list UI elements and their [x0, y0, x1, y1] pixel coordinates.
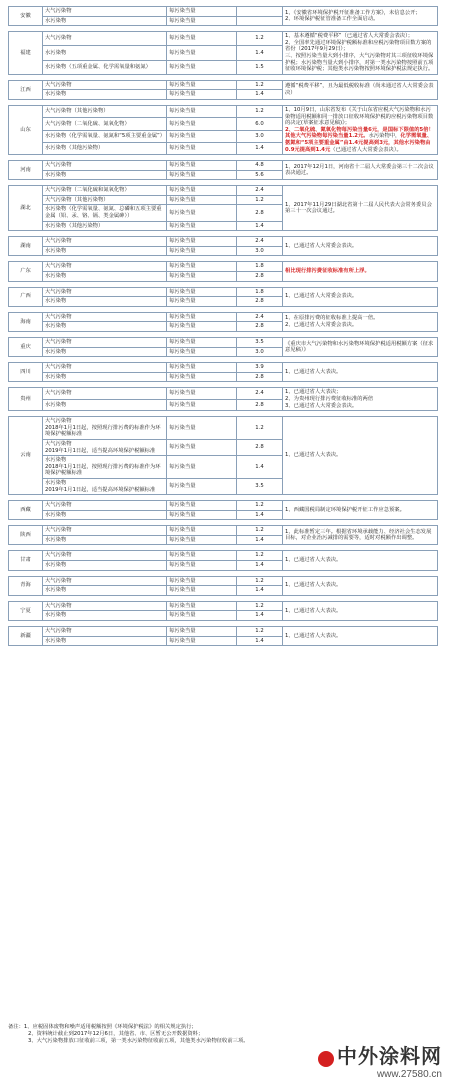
province-table	[8, 601, 438, 621]
unit-cell: 每污染当量	[167, 338, 237, 348]
province-name: 广东	[9, 262, 43, 281]
note-highlight: 相比现行排污费征收标准有所上浮。	[285, 268, 370, 275]
province-name: 江西	[9, 80, 43, 99]
tax-value: 2.8	[237, 205, 283, 221]
tax-value: 1.4	[237, 510, 283, 520]
policy-note: 1、已通过省人大表决。	[283, 601, 438, 620]
pollutant-type: 大气污染物（二氧化硫、氮氧化物）	[43, 118, 167, 130]
pollutant-type: 水污染物（化学需氧量、氨氮、总磷和五项主要重金属（铅、汞、铬、镉、类金属砷））	[43, 205, 167, 221]
tax-value: 1.2	[237, 627, 283, 637]
footer-line: 3、大气污染物排放口征收前三项，第一类水污染物征收前五项，其他类水污染物征收前三项。	[28, 1038, 249, 1044]
tax-value: 1.4	[237, 221, 283, 231]
pollutant-type: 水污染物	[43, 510, 167, 520]
pollutant-type: 大气污染物（二氧化硫和氮氧化物）	[43, 186, 167, 196]
table-row	[9, 388, 438, 399]
province-name: 新疆	[9, 627, 43, 646]
pollutant-type: 大气污染物	[43, 312, 167, 322]
pollutant-type: 大气污染物	[43, 551, 167, 561]
policy-note: 1、2017年11月29日湖北省第十二届人民代表大会常务委员会第三十一次会议通过。	[283, 186, 438, 231]
pollutant-type: 大气污染物	[43, 627, 167, 637]
tax-value: 2.4	[237, 237, 283, 247]
tax-value: 1.4	[237, 586, 283, 596]
unit-cell: 每污染当量	[167, 195, 237, 205]
unit-cell: 每污染当量	[167, 561, 237, 571]
pollutant-type: 水污染物	[43, 272, 167, 282]
unit-cell: 每污染当量	[167, 388, 237, 399]
unit-cell: 每污染当量	[167, 80, 237, 90]
unit-cell: 每污染当量	[167, 439, 237, 455]
note-text: 水污染物中，	[368, 133, 401, 140]
tax-value: 1.4	[237, 142, 283, 154]
province-name: 重庆	[9, 338, 43, 357]
unit-cell: 每污染当量	[167, 32, 237, 46]
policy-note: 1、已通过省人大表决； 2、为贵州现行排污费征收标准的两倍 3、已通过省人大常委会表决。	[283, 388, 438, 411]
tax-value	[237, 7, 283, 17]
pollutant-type: 水污染物	[43, 16, 167, 26]
table-row	[9, 576, 438, 586]
pollutant-type: 水污染物	[43, 535, 167, 545]
pollutant-type: 水污染物	[43, 90, 167, 100]
province-name: 四川	[9, 363, 43, 382]
province-name: 河南	[9, 161, 43, 180]
table-row	[9, 312, 438, 322]
unit-cell: 每污染当量	[167, 551, 237, 561]
province-table	[8, 337, 438, 357]
logo-mark-icon	[318, 1051, 334, 1067]
policy-note: 1、2017年12月1日，河南省十二届人大常委会第三十二次会议表决通过。	[283, 161, 438, 180]
policy-note: 《重庆市大气污染物和水污染物环境保护税适用税额方案（征求意见稿）》	[283, 338, 438, 357]
tax-value: 1.2	[237, 105, 283, 117]
province-name: 海南	[9, 312, 43, 331]
tax-value: 1.4	[237, 535, 283, 545]
tax-value: 1.2	[237, 80, 283, 90]
table-row	[9, 551, 438, 561]
unit-cell: 每污染当量	[167, 142, 237, 154]
tax-value: 3.5	[237, 338, 283, 348]
table-row	[9, 501, 438, 511]
tax-value: 1.2	[237, 526, 283, 536]
table-row	[9, 417, 438, 440]
tax-value: 1.2	[237, 551, 283, 561]
pollutant-type: 大气污染物	[43, 601, 167, 611]
note-text: （已通过省人大常委会表决）。	[330, 146, 402, 153]
pollutant-type: 大气污染物	[43, 388, 167, 399]
pollutant-type: 大气污染物	[43, 287, 167, 297]
unit-cell: 每污染当量	[167, 601, 237, 611]
unit-cell: 每污染当量	[167, 46, 237, 60]
tax-rate-document	[0, 6, 450, 651]
unit-cell: 每污染当量	[167, 363, 237, 373]
policy-note: 1、已通过省人大表决。	[283, 417, 438, 495]
pollutant-type: 大气污染物（其他污染物）	[43, 105, 167, 117]
tax-value: 3.9	[237, 363, 283, 373]
policy-note: 1、已通过省人大表决。	[283, 627, 438, 646]
tax-value: 1.2	[237, 576, 283, 586]
pollutant-type: 水污染物（其他污染物）	[43, 142, 167, 154]
footer-notes	[8, 1024, 278, 1045]
province-name: 安徽	[9, 7, 43, 26]
pollutant-type: 水污染物（五项重金属、化学需氧量和氨氮）	[43, 60, 167, 74]
province-table	[8, 236, 438, 256]
unit-cell: 每污染当量	[167, 262, 237, 272]
province-table	[8, 550, 438, 570]
tax-value: 3.5	[237, 478, 283, 494]
pollutant-type: 水污染物	[43, 372, 167, 382]
unit-cell: 每污染当量	[167, 627, 237, 637]
province-name: 甘肃	[9, 551, 43, 570]
policy-note: 遵循“税费平移”，且为最低税收标准（尚未通过省人大常委会表决）	[283, 80, 438, 99]
pollutant-type: 大气污染物	[43, 32, 167, 46]
tax-value: 1.4	[237, 90, 283, 100]
unit-cell: 每污染当量	[167, 456, 237, 479]
province-table	[8, 80, 438, 100]
unit-cell: 每污染当量	[167, 130, 237, 142]
unit-cell: 每污染当量	[167, 205, 237, 221]
pollutant-type: 水污染物	[43, 611, 167, 621]
unit-cell: 每污染当量	[167, 312, 237, 322]
pollutant-type: 水污染物	[43, 246, 167, 256]
pollutant-type: 水污染物	[43, 322, 167, 332]
province-name: 湖南	[9, 237, 43, 256]
province-table	[8, 626, 438, 646]
province-table	[8, 160, 438, 180]
pollutant-type: 水污染物	[43, 46, 167, 60]
table-row	[9, 526, 438, 536]
unit-cell: 每污染当量	[167, 347, 237, 357]
note-text: 1、10月9日，山东省发布《关于山东省应税大气污染物和水污染物适用税额和同一排放口征收环境保护税的应税污染物项目数的决定(草案征求意见稿)》；	[285, 106, 434, 127]
unit-cell: 每污染当量	[167, 636, 237, 646]
unit-cell: 每污染当量	[167, 272, 237, 282]
tax-value: 2.8	[237, 439, 283, 455]
province-name: 青海	[9, 576, 43, 595]
tax-value: 2.4	[237, 186, 283, 196]
province-table	[8, 500, 438, 520]
table-row	[9, 237, 438, 247]
table-row	[9, 32, 438, 46]
tax-value: 3.0	[237, 130, 283, 142]
tax-value: 1.2	[237, 601, 283, 611]
unit-cell: 每污染当量	[167, 237, 237, 247]
unit-cell: 每污染当量	[167, 90, 237, 100]
unit-cell: 每污染当量	[167, 7, 237, 17]
logo-url: www.27580.cn	[376, 1069, 442, 1080]
note-highlight: 2、二氧化硫、氮氧化物每污染当量6元，是国标下限值的5倍！其他大气污染物每污染当量1.2元。	[285, 126, 434, 140]
pollutant-type: 大气污染物	[43, 237, 167, 247]
policy-note	[283, 105, 438, 154]
unit-cell: 每污染当量	[167, 576, 237, 586]
province-name: 宁夏	[9, 601, 43, 620]
footer-line: 备注：1、应税固体废物和噪声适用税额按照《环境保护税法》的相关规定执行；	[8, 1024, 197, 1030]
unit-cell: 每污染当量	[167, 372, 237, 382]
pollutant-type: 水污染物	[43, 586, 167, 596]
pollutant-type: 大气污染物	[43, 338, 167, 348]
unit-cell: 每污染当量	[167, 586, 237, 596]
pollutant-type: 水污染物	[43, 297, 167, 307]
unit-cell: 每污染当量	[167, 186, 237, 196]
table-row	[9, 161, 438, 171]
unit-cell: 每污染当量	[167, 105, 237, 117]
pollutant-type: 大气污染物	[43, 7, 167, 17]
unit-cell: 每污染当量	[167, 611, 237, 621]
tax-value	[237, 16, 283, 26]
province-table	[8, 525, 438, 545]
tax-value: 6.0	[237, 118, 283, 130]
pollutant-type: 大气污染物 2018年1月1日起，按照现行排污费的标准作为环境保护税额标准	[43, 417, 167, 440]
province-table	[8, 387, 438, 411]
province-name: 广西	[9, 287, 43, 306]
unit-cell: 每污染当量	[167, 170, 237, 180]
policy-note: 1、已通过省人大常委会表决。	[283, 287, 438, 306]
unit-cell: 每污染当量	[167, 322, 237, 332]
province-table	[8, 287, 438, 307]
policy-note: 1、基本遵循“税费平移”（已通过省人大常委会表决）； 2、全国率先通过环境保护税额标准和应税污染物项目数方案的省份（2017年9月29日）； 三、按照污染当量大到小排序，大气污染物对其三项征收环境保护税；水污染物当量大到小排序，对第一类水污染物按照前五项征收环境保护税；其他类水污染物按照环境保护税法规定执行。	[283, 32, 438, 75]
unit-cell: 每污染当量	[167, 501, 237, 511]
pollutant-type: 大气污染物	[43, 576, 167, 586]
table-row	[9, 287, 438, 297]
policy-note: 1、在原排污费的征收标准上提高一倍。 2、已通过省人大常委会表决。	[283, 312, 438, 331]
table-row	[9, 338, 438, 348]
footer-line: 2、资料统计截止到2017年12月6日，其他省、市、区暂无公开数据资料；	[28, 1031, 204, 1037]
province-name: 山东	[9, 105, 43, 154]
table-row	[9, 363, 438, 373]
pollutant-type: 大气污染物	[43, 526, 167, 536]
pollutant-type: 大气污染物	[43, 501, 167, 511]
unit-cell: 每污染当量	[167, 118, 237, 130]
province-name: 贵州	[9, 388, 43, 411]
note-highlight: 化学需氧量、氨氮和“5项主要重金属”由1.4元提高到3元，其他水污染物由0.9元提高到1.4元	[285, 133, 433, 153]
tax-value: 1.2	[237, 195, 283, 205]
table-row	[9, 80, 438, 90]
tax-value: 2.8	[237, 272, 283, 282]
unit-cell: 每污染当量	[167, 399, 237, 410]
pollutant-type: 水污染物（其他污染物）	[43, 221, 167, 231]
logo-name: 中外涂料网	[337, 1044, 442, 1068]
policy-note: 1、此标准暂定三年。根据省环境承载能力、经济社会生态发展目标，对企业治污减排的需要等，适时对税额作出调整。	[283, 526, 438, 545]
province-table	[8, 185, 438, 231]
policy-note: 1、已通过省人大表决。	[283, 551, 438, 570]
tax-value: 1.2	[237, 32, 283, 46]
province-name: 陕西	[9, 526, 43, 545]
table-row	[9, 601, 438, 611]
pollutant-type: 水污染物	[43, 636, 167, 646]
pollutant-type: 大气污染物	[43, 161, 167, 171]
tax-value: 1.8	[237, 262, 283, 272]
policy-note	[283, 262, 438, 281]
table-row	[9, 186, 438, 196]
pollutant-type: 水污染物（化学需氧量、氨氮和“5项主要重金属”）	[43, 130, 167, 142]
pollutant-type: 大气污染物	[43, 363, 167, 373]
tax-value: 3.0	[237, 246, 283, 256]
unit-cell: 每污染当量	[167, 287, 237, 297]
province-name: 福建	[9, 32, 43, 75]
unit-cell: 每污染当量	[167, 297, 237, 307]
table-row	[9, 105, 438, 117]
table-row	[9, 627, 438, 637]
tax-value: 4.8	[237, 161, 283, 171]
province-table	[8, 576, 438, 596]
tax-value: 1.5	[237, 60, 283, 74]
unit-cell: 每污染当量	[167, 16, 237, 26]
province-table	[8, 31, 438, 75]
pollutant-type: 大气污染物	[43, 80, 167, 90]
tax-value: 5.6	[237, 170, 283, 180]
policy-note: 1、已通过省人大表决。	[283, 363, 438, 382]
tax-value: 2.8	[237, 372, 283, 382]
tax-value: 2.8	[237, 322, 283, 332]
policy-note: 1、已通过省人大常委会表决。	[283, 237, 438, 256]
unit-cell: 每污染当量	[167, 246, 237, 256]
tax-value: 1.4	[237, 611, 283, 621]
pollutant-type: 水污染物	[43, 347, 167, 357]
unit-cell: 每污染当量	[167, 478, 237, 494]
pollutant-type: 大气污染物	[43, 262, 167, 272]
tax-value: 1.2	[237, 417, 283, 440]
unit-cell: 每污染当量	[167, 417, 237, 440]
tax-value: 1.8	[237, 287, 283, 297]
province-table	[8, 105, 438, 155]
province-table	[8, 261, 438, 281]
province-name: 西藏	[9, 501, 43, 520]
site-logo	[318, 1040, 442, 1080]
tax-value: 1.4	[237, 561, 283, 571]
unit-cell: 每污染当量	[167, 535, 237, 545]
tax-value: 1.4	[237, 636, 283, 646]
province-table	[8, 416, 438, 495]
tax-value: 2.4	[237, 312, 283, 322]
policy-note: 1、《安徽省环境保护税开征准备工作方案》，未信息公开； 2、环境保护税征管准备工作全面启动。	[283, 7, 438, 26]
policy-note: 1、已通过省人大表决。	[283, 576, 438, 595]
unit-cell: 每污染当量	[167, 60, 237, 74]
pollutant-type: 大气污染物（其他污染物）	[43, 195, 167, 205]
tax-value: 2.8	[237, 399, 283, 410]
province-table	[8, 6, 438, 26]
unit-cell: 每污染当量	[167, 221, 237, 231]
tax-value: 3.0	[237, 347, 283, 357]
tax-value: 2.8	[237, 297, 283, 307]
pollutant-type: 水污染物 2018年1月1日起，按照现行排污费的标准作为环境保护税额标准	[43, 456, 167, 479]
policy-note: 1、西藏国税局制定环境保护税开征工作应急预案。	[283, 501, 438, 520]
pollutant-type: 水污染物	[43, 561, 167, 571]
table-row	[9, 262, 438, 272]
province-name: 湖北	[9, 186, 43, 231]
province-table	[8, 362, 438, 382]
tax-value: 1.4	[237, 456, 283, 479]
pollutant-type: 大气污染物 2019年1月1日起，适当提高环境保护税额标准	[43, 439, 167, 455]
table-row	[9, 7, 438, 17]
pollutant-type: 水污染物 2019年1月1日起，适当提高环境保护税额标准	[43, 478, 167, 494]
pollutant-type: 水污染物	[43, 170, 167, 180]
tax-value: 1.2	[237, 501, 283, 511]
tax-value: 1.4	[237, 46, 283, 60]
pollutant-type: 水污染物	[43, 399, 167, 410]
tax-value: 2.4	[237, 388, 283, 399]
unit-cell: 每污染当量	[167, 161, 237, 171]
province-name: 云南	[9, 417, 43, 495]
unit-cell: 每污染当量	[167, 510, 237, 520]
unit-cell: 每污染当量	[167, 526, 237, 536]
province-table	[8, 312, 438, 332]
